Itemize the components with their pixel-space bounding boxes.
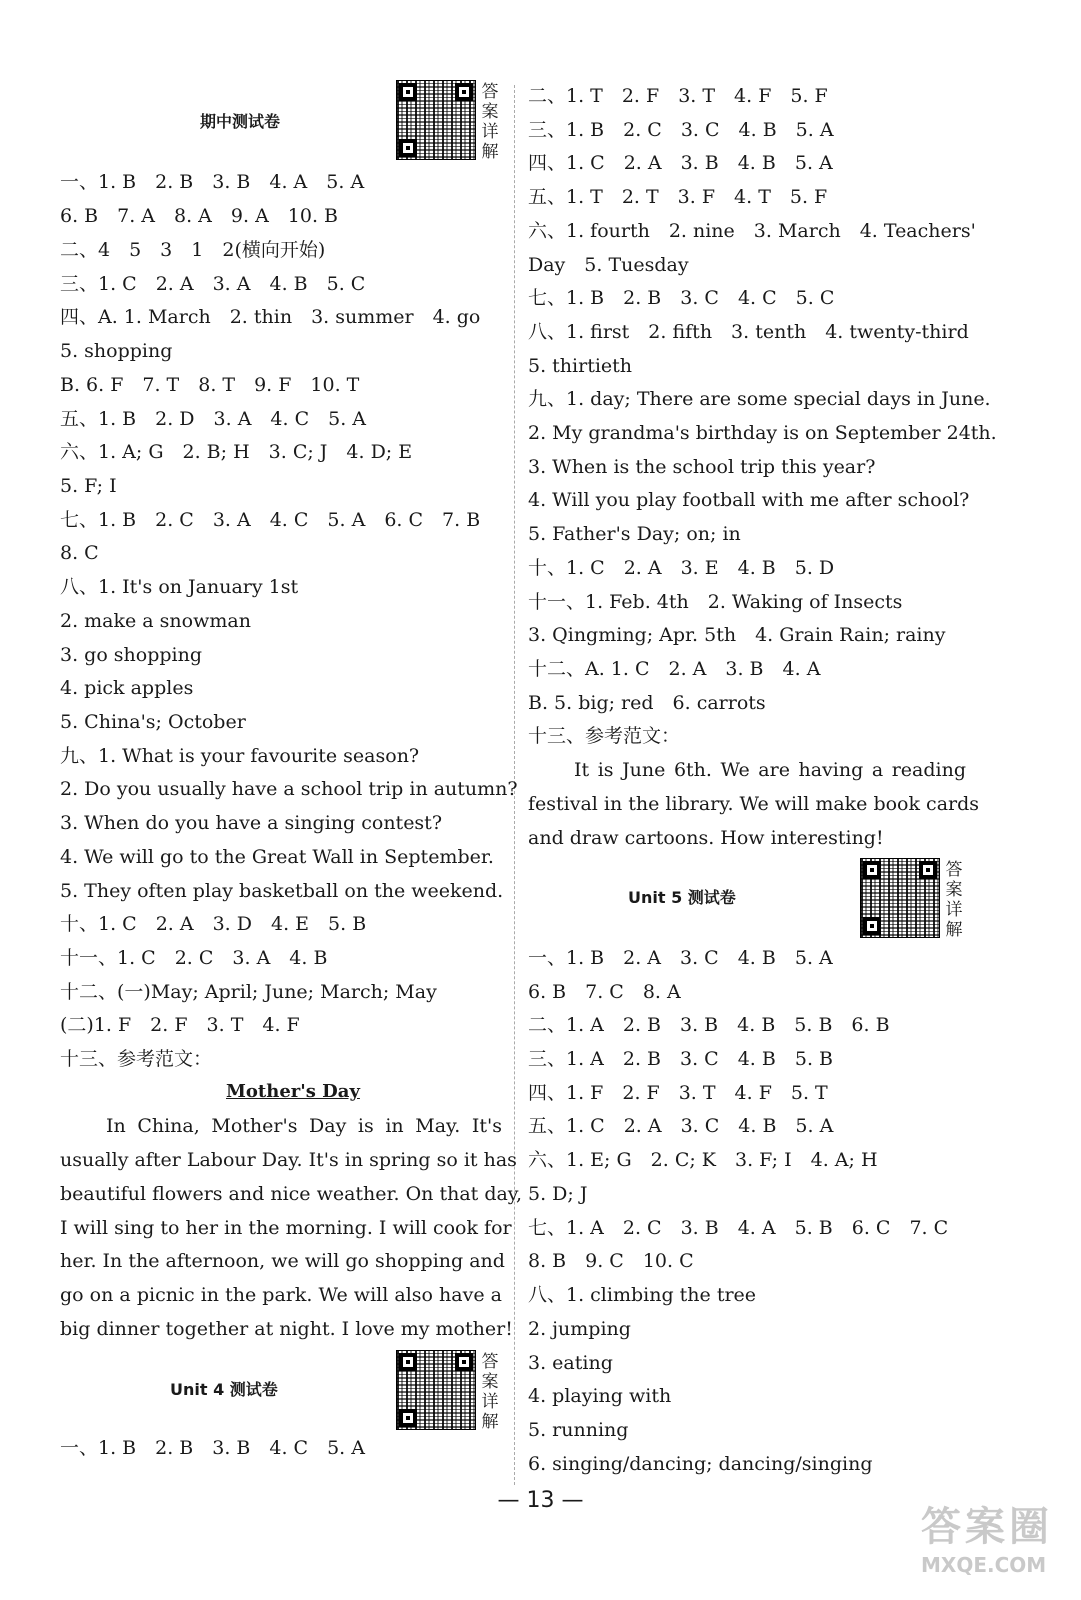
essay-line: I will sing to her in the morning. I will cook for <box>60 1217 512 1239</box>
essay-line: It is June 6th. We are having a reading <box>574 759 966 781</box>
qr-answer-label: 答 案 详 解 <box>481 82 499 162</box>
essay-line: big dinner together at night. I love my mother! <box>60 1318 513 1340</box>
essay-line: beautiful flowers and nice weather. On that day, <box>60 1183 523 1205</box>
answer-line: 3. When do you have a singing contest? <box>60 812 443 834</box>
answer-line: 九、1. day; There are some special days in June. <box>528 388 991 410</box>
answer-line: 4. pick apples <box>60 677 194 699</box>
answer-line: 十、1. C 2. A 3. D 4. E 5. B <box>60 913 367 935</box>
answer-line: 3. Qingming; Apr. 5th 4. Grain Rain; rainy <box>528 624 946 646</box>
answer-line: 3. go shopping <box>60 644 203 666</box>
answer-line: 6. singing/dancing; dancing/singing <box>528 1453 873 1475</box>
answer-line: (二)1. F 2. F 3. T 4. F <box>60 1014 300 1036</box>
answer-line: 十、1. C 2. A 3. E 4. B 5. D <box>528 557 835 579</box>
answer-line: 五、1. C 2. A 3. C 4. B 5. A <box>528 1115 834 1137</box>
qr-code-icon[interactable] <box>860 858 940 938</box>
answer-line: 十二、(一)May; April; June; March; May <box>60 981 437 1003</box>
answer-line: 6. B 7. C 8. A <box>528 981 681 1003</box>
midterm-test-title: 期中测试卷 <box>200 112 281 131</box>
answer-line: 二、1. A 2. B 3. B 4. B 5. B 6. B <box>528 1014 890 1036</box>
answer-line: 5. D; J <box>528 1183 588 1205</box>
answer-line: 五、1. B 2. D 3. A 4. C 5. A <box>60 408 367 430</box>
page-number: — 13 — <box>497 1488 584 1513</box>
unit4-test-title: Unit 4 测试卷 <box>170 1380 278 1399</box>
answer-line: 八、1. It's on January 1st <box>60 576 299 598</box>
answer-line: 六、1. E; G 2. C; K 3. F; I 4. A; H <box>528 1149 878 1171</box>
watermark-logo: 答案圈 MXQE.COM <box>921 1504 1053 1577</box>
answer-line: 一、1. B 2. B 3. B 4. A 5. A <box>60 171 365 193</box>
answer-line: 八、1. first 2. fifth 3. tenth 4. twenty-third <box>528 321 969 343</box>
essay-line: and draw cartoons. How interesting! <box>528 827 884 849</box>
essay-line: go on a picnic in the park. We will also have a <box>60 1284 502 1306</box>
answer-line: 八、1. climbing the tree <box>528 1284 757 1306</box>
essay-title: Mother's Day <box>226 1081 360 1102</box>
answer-line: 2. My grandma's birthday is on September 24th. <box>528 422 997 444</box>
answer-line: 十二、A. 1. C 2. A 3. B 4. A <box>528 658 821 680</box>
answer-line: 七、1. B 2. C 3. A 4. C 5. A 6. C 7. B <box>60 509 481 531</box>
answer-line: 四、1. F 2. F 3. T 4. F 5. T <box>528 1082 828 1104</box>
answer-line: 5. China's; October <box>60 711 246 733</box>
qr-code-icon[interactable] <box>396 1350 476 1430</box>
answer-line: 3. eating <box>528 1352 613 1374</box>
answer-line: 九、1. What is your favourite season? <box>60 745 420 767</box>
answer-line: 2. jumping <box>528 1318 631 1340</box>
unit5-test-title: Unit 5 测试卷 <box>628 888 736 907</box>
answer-line: 四、A. 1. March 2. thin 3. summer 4. go <box>60 306 481 328</box>
answer-line: 一、1. B 2. B 3. B 4. C 5. A <box>60 1437 365 1459</box>
answer-line: 二、1. T 2. F 3. T 4. F 5. F <box>528 85 828 107</box>
essay-line: usually after Labour Day. It's in spring so it has <box>60 1149 517 1171</box>
essay-line: In China, Mother's Day is in May. It's <box>106 1115 502 1137</box>
answer-line: 4. Will you play football with me after school? <box>528 489 970 511</box>
answer-line: 十一、1. Feb. 4th 2. Waking of Insects <box>528 591 903 613</box>
answer-line: 5. They often play basketball on the weekend. <box>60 880 504 902</box>
answer-line: 五、1. T 2. T 3. F 4. T 5. F <box>528 186 828 208</box>
answer-line: 三、1. A 2. B 3. C 4. B 5. B <box>528 1048 833 1070</box>
answer-line: 二、4 5 3 1 2(横向开始) <box>60 239 326 261</box>
answer-line: 5. Father's Day; on; in <box>528 523 741 545</box>
answer-line: 十三、参考范文： <box>528 725 681 747</box>
answer-line: 5. F; I <box>60 475 117 497</box>
answer-line: 2. make a snowman <box>60 610 251 632</box>
answer-line: 六、1. A; G 2. B; H 3. C; J 4. D; E <box>60 441 413 463</box>
answer-line: 十三、参考范文： <box>60 1048 213 1070</box>
answer-line: 4. playing with <box>528 1385 672 1407</box>
answer-line: 5. running <box>528 1419 629 1441</box>
essay-line: festival in the library. We will make book cards <box>528 793 980 815</box>
essay-line: her. In the afternoon, we will go shopping and <box>60 1250 505 1272</box>
answer-line: 5. thirtieth <box>528 355 633 377</box>
answer-line: Day 5. Tuesday <box>528 254 689 276</box>
answer-line: 一、1. B 2. A 3. C 4. B 5. A <box>528 947 833 969</box>
answer-line: 三、1. B 2. C 3. C 4. B 5. A <box>528 119 834 141</box>
answer-line: 三、1. C 2. A 3. A 4. B 5. C <box>60 273 366 295</box>
qr-answer-label: 答 案 详 解 <box>945 860 963 940</box>
answer-line: 5. shopping <box>60 340 173 362</box>
qr-answer-label: 答 案 详 解 <box>481 1352 499 1432</box>
answer-line: 十一、1. C 2. C 3. A 4. B <box>60 947 328 969</box>
answer-line: B. 5. big; red 6. carrots <box>528 692 766 714</box>
answer-line: B. 6. F 7. T 8. T 9. F 10. T <box>60 374 360 396</box>
answer-line: 2. Do you usually have a school trip in autumn? <box>60 778 518 800</box>
answer-line: 七、1. A 2. C 3. B 4. A 5. B 6. C 7. C <box>528 1217 949 1239</box>
answer-line: 8. C <box>60 542 99 564</box>
answer-line: 6. B 7. A 8. A 9. A 10. B <box>60 205 339 227</box>
qr-code-icon[interactable] <box>396 80 476 160</box>
answer-line: 4. We will go to the Great Wall in September. <box>60 846 494 868</box>
answer-line: 七、1. B 2. B 3. C 4. C 5. C <box>528 287 835 309</box>
answer-line: 8. B 9. C 10. C <box>528 1250 694 1272</box>
answer-line: 3. When is the school trip this year? <box>528 456 876 478</box>
answer-line: 四、1. C 2. A 3. B 4. B 5. A <box>528 152 833 174</box>
answer-line: 六、1. fourth 2. nine 3. March 4. Teachers' <box>528 220 976 242</box>
